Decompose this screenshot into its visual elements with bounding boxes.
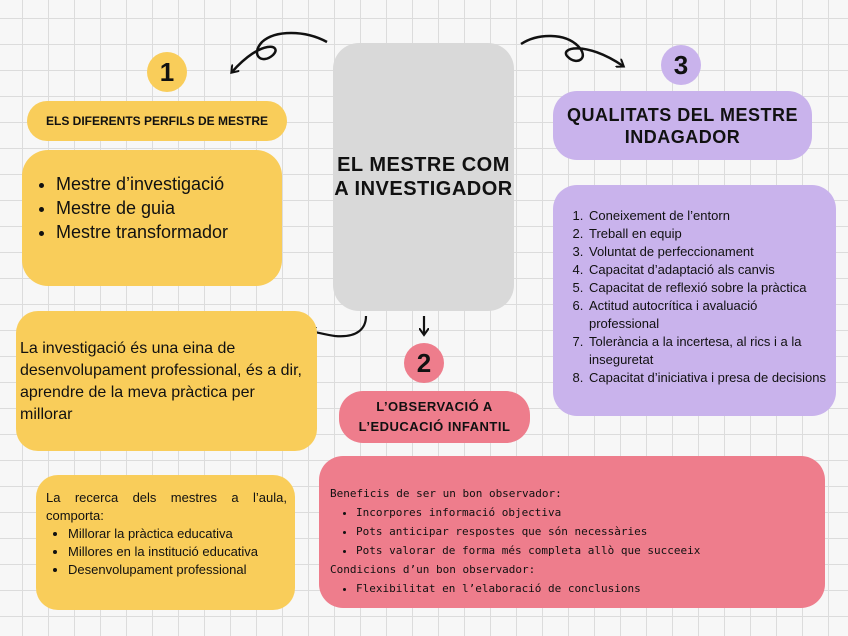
list-item: 4. Capacitat d’adaptació als canvis bbox=[587, 261, 830, 279]
list-item: • Desenvolupament professional bbox=[68, 561, 287, 579]
section-1-title bbox=[27, 101, 287, 141]
classroom-research-box bbox=[36, 475, 295, 610]
list-item: • Flexibilitat en l’elaboració de conclusions bbox=[356, 579, 817, 598]
list-item: 8. Capacitat d’iniciativa i presa de decisions bbox=[587, 369, 830, 387]
list-item: • Millores en la institució educativa bbox=[68, 543, 287, 561]
arrow-to-paragraph bbox=[310, 316, 366, 336]
list-item: 5. Capacitat de reflexió sobre la pràctica bbox=[587, 279, 830, 297]
section-3-title-text: QUALITATS DEL MESTRE INDAGADOR bbox=[566, 104, 798, 147]
list-item: • Millorar la pràctica educativa bbox=[68, 525, 287, 543]
conditions-heading: Condicions d’un bon observador: bbox=[330, 563, 536, 576]
number-badge-2: 2 bbox=[404, 343, 444, 383]
list-item: • Mestre de guia bbox=[56, 196, 282, 220]
arrow-to-section-1 bbox=[232, 33, 327, 72]
list-item: 7. Tolerància a la incertesa, al rics i a la inseguretat bbox=[587, 333, 830, 369]
section-3-title bbox=[553, 91, 812, 160]
number-badge-3: 3 bbox=[661, 45, 701, 85]
list-item: 3. Voluntat de perfeccionament bbox=[587, 243, 830, 261]
list-item: 2. Treball en equip bbox=[587, 225, 830, 243]
research-paragraph-text: La investigació és una eina de desenvolupament professional, és a dir, aprendre de la meva pràctica per millorar bbox=[20, 340, 302, 423]
list-item: • Incorpores informació objectiva bbox=[356, 503, 817, 522]
list-item: 1. Coneixement de l’entorn bbox=[587, 207, 830, 225]
observation-box bbox=[319, 456, 825, 608]
section-1-title-text: ELS DIFERENTS PERFILS DE MESTRE bbox=[45, 114, 269, 128]
arrow-to-section-3 bbox=[521, 36, 623, 66]
section-2-title-text: L’OBSERVACIÓ A L’EDUCACIÓ INFANTIL bbox=[358, 399, 511, 434]
research-paragraph bbox=[16, 311, 317, 451]
teacher-profiles-list bbox=[22, 150, 282, 286]
central-topic bbox=[333, 43, 514, 311]
number-badge-1: 1 bbox=[147, 52, 187, 92]
list-item: • Mestre transformador bbox=[56, 220, 282, 244]
classroom-research-intro: La recerca dels mestres a l’aula, comporta: bbox=[46, 490, 287, 523]
list-item: • Mestre d’investigació bbox=[56, 172, 282, 196]
list-item: 6. Actitud autocrítica i avaluació professional bbox=[587, 297, 830, 333]
list-item: • Pots anticipar respostes que són necessàries bbox=[356, 522, 817, 541]
qualities-list bbox=[553, 185, 836, 416]
section-2-title bbox=[339, 391, 530, 443]
benefits-heading: Beneficis de ser un bon observador: bbox=[330, 487, 562, 500]
central-topic-title: EL MESTRE COM A INVESTIGADOR bbox=[334, 154, 513, 200]
list-item: • Pots valorar de forma més completa allò que succeeix bbox=[356, 541, 817, 560]
